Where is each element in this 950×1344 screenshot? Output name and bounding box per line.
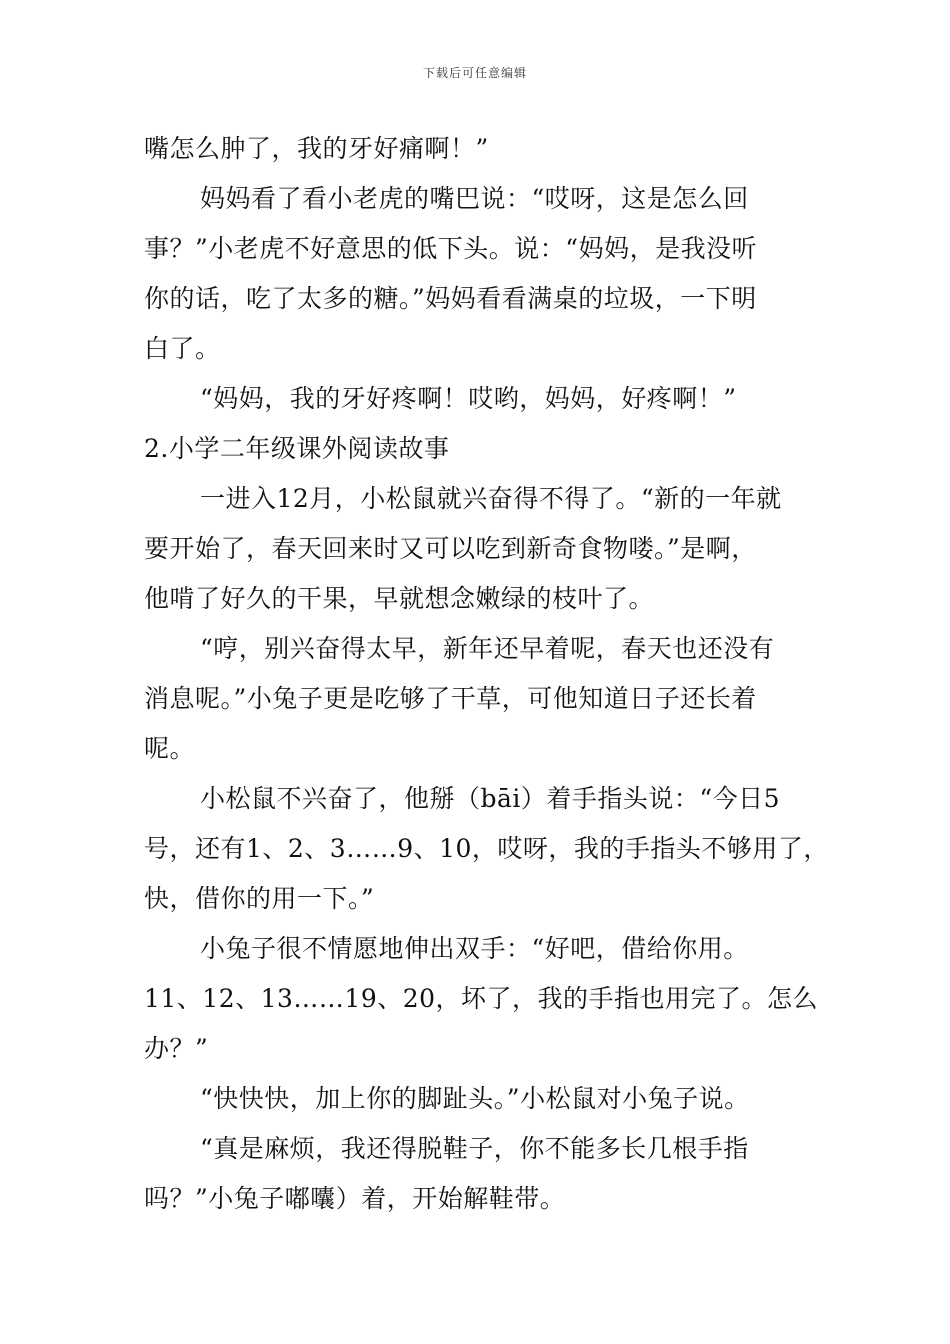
text-line: 他啃了好久的干果，早就想念嫩绿的枝叶了。 <box>144 584 655 613</box>
text-line: 消息呢。”小兔子更是吃够了干草，可他知道日子还长着 <box>144 684 757 713</box>
text-line: 你的话，吃了太多的糖。”妈妈看看满桌的垃圾，一下明 <box>144 284 757 313</box>
text-line: 号，还有1、2、3……9、10，哎呀，我的手指头不够用了， <box>144 834 829 863</box>
text-line: 嘴怎么肿了，我的牙好痛啊！” <box>144 134 489 163</box>
text-line: 呢。 <box>144 734 196 763</box>
text-line: 吗？”小兔子嘟囔）着，开始解鞋带。 <box>144 1184 566 1213</box>
text-line: 要开始了，春天回来时又可以吃到新奇食物喽。”是啊， <box>144 534 757 563</box>
text-line: 小松鼠不兴奋了，他掰（bāi）着手指头说：“今日5 <box>200 784 781 813</box>
page-header-note: 下载后可任意编辑 <box>422 66 527 80</box>
text-line: 一进入12月，小松鼠就兴奋得不得了。“新的一年就 <box>200 484 782 513</box>
text-line: 11、12、13……19、20，坏了，我的手指也用完了。怎么 <box>144 984 819 1013</box>
text-line: “妈妈，我的牙好疼啊！哎哟，妈妈，好疼啊！” <box>200 384 737 413</box>
text-line: 办？” <box>144 1034 209 1063</box>
text-line: “快快快，加上你的脚趾头。”小松鼠对小兔子说。 <box>200 1084 750 1113</box>
text-line: 白了。 <box>144 334 221 363</box>
text-line: “哼，别兴奋得太早，新年还早着呢，春天也还没有 <box>200 634 775 663</box>
section-heading: 2.小学二年级课外阅读故事 <box>144 434 450 463</box>
text-line: “真是麻烦，我还得脱鞋子，你不能多长几根手指 <box>200 1134 749 1163</box>
text-line: 妈妈看了看小老虎的嘴巴说：“哎呀，这是怎么回 <box>200 184 749 213</box>
story-text <box>144 124 829 1224</box>
text-line: 小兔子很不情愿地伸出双手：“好吧，借给你用。 <box>200 934 749 963</box>
text-line: 快，借你的用一下。” <box>144 884 375 913</box>
text-line: 事？”小老虎不好意思的低下头。说：“妈妈，是我没听 <box>144 234 758 263</box>
